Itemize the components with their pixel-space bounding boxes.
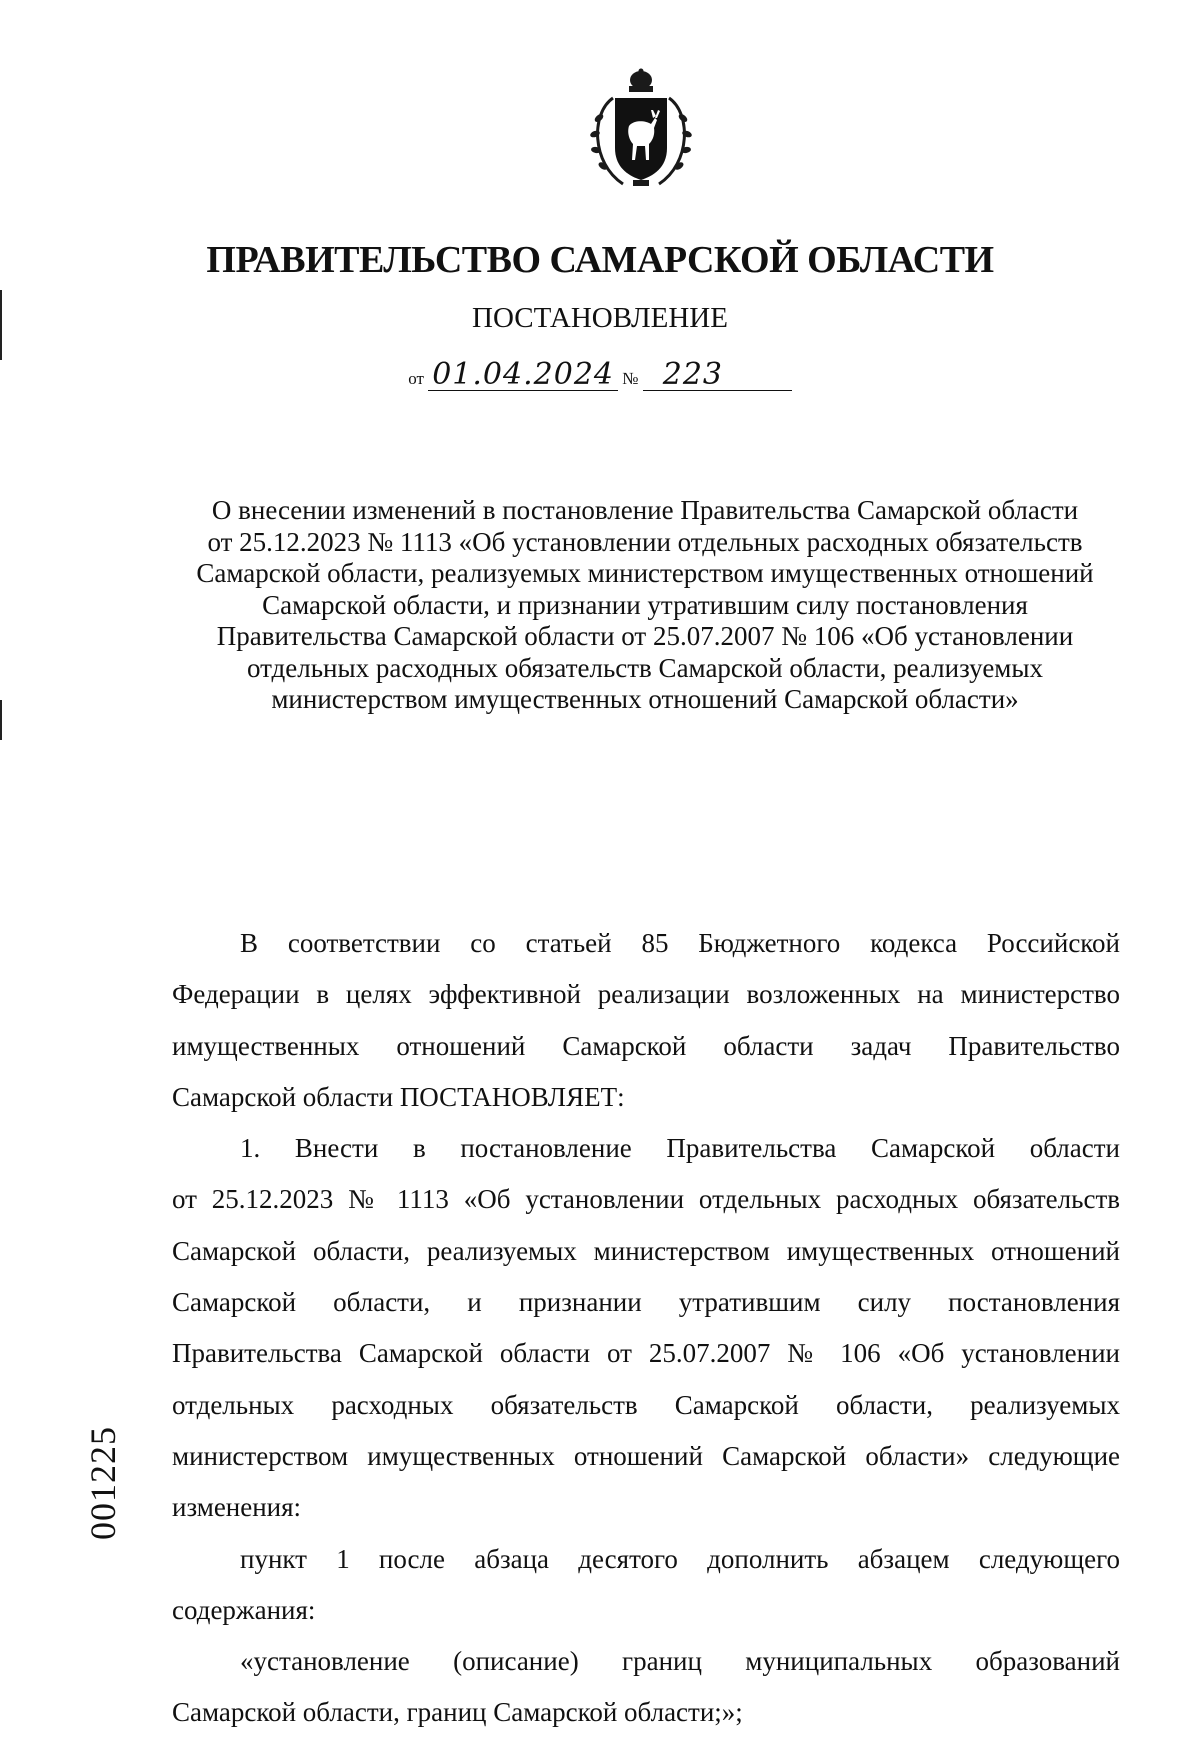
document-type: ПОСТАНОВЛЕНИЕ [472,302,728,334]
left-margin-mark [0,700,2,740]
preamble-paragraph [172,918,1120,1123]
subject-line: О внесении изменений в постановление Правительства Самарской области [211,495,1079,525]
coat-of-arms-emblem [583,68,699,192]
body-line: изменения: [172,1492,302,1523]
date-number-line [0,357,1200,392]
body-line: В соответствии со статьей 85 Бюджетного кодекса Российской [240,928,1120,958]
item-1-paragraph [172,1123,1120,1533]
government-title: ПРАВИТЕЛЬСТВО САМАРСКОЙ ОБЛАСТИ [206,239,994,281]
date-prefix: от [408,369,424,388]
subject-line: министерством имущественных отношений Самарской области» [271,684,1019,714]
handwritten-number: 223 [643,360,792,391]
body-line: 1. Внести в постановление Правительства Самарской области [240,1133,1120,1164]
quoted-paragraph [172,1636,1120,1739]
change-paragraph [172,1534,1120,1637]
left-margin-mark [0,290,2,360]
body-line: Самарской области ПОСТАНОВЛЯЕТ: [172,1081,625,1112]
registration-stamp-number: 001225 [83,1426,123,1540]
body-line: министерством имущественных отношений Самарской области» следующие [172,1440,1120,1471]
subject-line: Самарской области, и признании утратившим силу постановления [262,589,1028,620]
body-line: Федерации в целях эффективной реализации возложенных на министерство [172,979,1120,1010]
subject-line: Самарской области, реализуемых министерством имущественных отношений [196,558,1094,588]
subject-line: от 25.12.2023 № 1113 «Об установлении отдельных расходных обязательств [207,526,1083,557]
body-line: отдельных расходных обязательств Самарской области, реализуемых [172,1389,1120,1420]
subject-line: отдельных расходных обязательств Самарской области, реализуемых [246,652,1044,683]
document-body [172,918,1120,1739]
number-prefix: № [622,369,639,388]
body-line: Самарской области, реализуемых министерством имущественных отношений [172,1235,1120,1266]
document-subject [170,495,1120,716]
body-line: пункт 1 после абзаца десятого дополнить абзацем следующего [240,1543,1120,1574]
handwritten-date: 01.04.2024 [428,360,618,391]
body-line: от 25.12.2023 № 1113 «Об установлении отдельных расходных обязательств [172,1184,1120,1215]
body-line: Самарской области, границ Самарской области;»; [172,1697,743,1728]
body-line: «установление (описание) границ муниципальных образований [240,1646,1120,1677]
body-line: имущественных отношений Самарской области задач Правительство [172,1030,1120,1061]
body-line: Правительства Самарской области от 25.07.2007 № 106 «Об установлении [172,1338,1120,1369]
subject-line: Правительства Самарской области от 25.07.2007 № 106 «Об установлении [216,621,1074,651]
body-line: Самарской области, и признании утратившим силу постановления [172,1287,1120,1318]
body-line: содержания: [172,1594,316,1625]
